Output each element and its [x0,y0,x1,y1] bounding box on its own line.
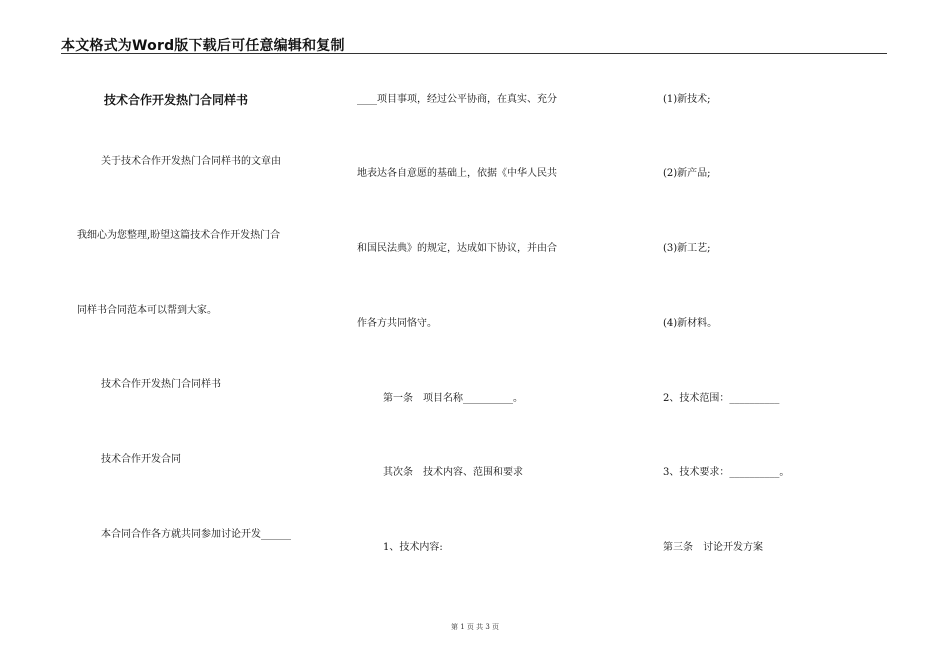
text-line: 关于技术合作开发热门合同样书的文章由 [101,156,281,167]
text-line: 1、技术内容: [383,542,443,553]
header-text: 本文格式为Word版下载后可任意编辑和复制 [61,38,345,54]
text-line: 作各方共同恪守。 [357,318,437,329]
list-item: (2)新产品; [663,168,711,179]
text-line: 地表达各自意愿的基础上，依据《中华人民共 [357,168,557,179]
list-item: (3)新工艺; [663,243,711,254]
text-line: 技术合作开发热门合同样书 [101,379,221,390]
text-line: 本合同合作各方就共同参加讨论开发______ [101,529,291,540]
list-item: (1)新技术; [663,94,711,105]
document-title: 技术合作开发热门合同样书 [104,93,249,107]
text-line: 我细心为您整理,盼望这篇技术合作开发热门合 [77,230,281,241]
clause-heading: 第三条 讨论开发方案 [663,542,763,553]
text-line: ____项目事项，经过公平协商，在真实、充分 [357,94,557,105]
text-line: 2、技术范围：__________ [663,393,780,404]
text-line: 和国民法典》的规定，达成如下协议，并由合 [357,243,557,254]
text-line: 3、技术要求：__________。 [663,467,790,478]
text-line: 同样书合同范本可以帮到大家。 [77,305,217,316]
document-header [61,32,887,54]
page-number: 第 1 页 共 3 页 [450,623,500,631]
list-item: (4)新材料。 [663,318,718,329]
clause-heading: 其次条 技术内容、范围和要求 [383,467,523,478]
clause-heading: 第一条 项目名称__________。 [383,393,523,404]
text-line: 技术合作开发合同 [101,454,181,465]
